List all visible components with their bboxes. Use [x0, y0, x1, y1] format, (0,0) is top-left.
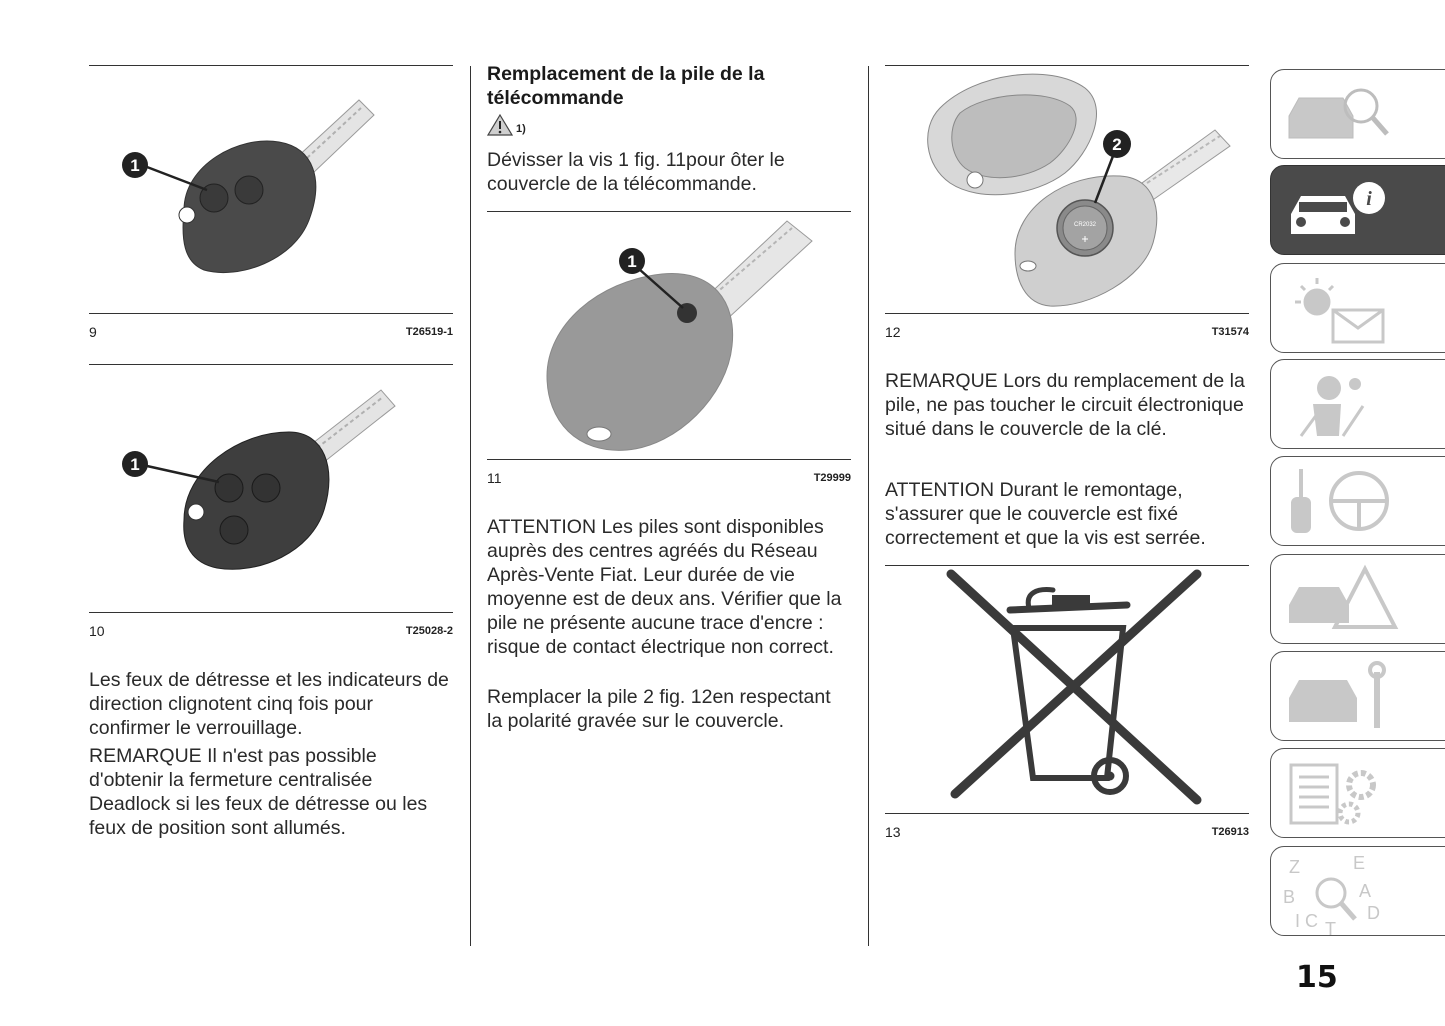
col1-paragraph-1: Les feux de détresse et les indicateurs de direction clignotent cinq fois pour confirmer le verrouillage.: [89, 669, 449, 739]
airbag-seat-icon: [1283, 366, 1403, 444]
fig9-caption-rule: [89, 313, 453, 314]
fig11-ref: T29999: [813, 472, 851, 484]
tab-car-info[interactable]: [1270, 165, 1445, 255]
index-letter-c: C: [1305, 911, 1318, 931]
fig13-number: 13: [885, 824, 901, 840]
car-magnifier-icon: [1283, 76, 1403, 154]
key-steering-wheel-icon: [1283, 463, 1403, 541]
fig9-top-rule: [89, 65, 453, 66]
index-letter-z: Z: [1289, 857, 1300, 877]
fig13-top-rule: [885, 565, 1249, 566]
fig10-top-rule: [89, 364, 453, 365]
col2-attention: ATTENTION Les piles sont disponibles auprès des centres agréés du Réseau Après-Vente Fiat. Leur durée de vie moyenne est de deux ans. Vérifier que la pile ne présente aucune trace d'encre : risque de contact électrique non correct.: [487, 516, 842, 658]
index-letter-t: T: [1325, 919, 1336, 937]
fig12-caption-rule: [885, 313, 1249, 314]
figure-10-remote-key-three-buttons: [89, 370, 453, 610]
figure-12-battery-replacement: [885, 68, 1249, 313]
svg-text:i: i: [1366, 188, 1372, 210]
col2-paragraph-3: Remplacer la pile 2 fig. 12en respectant la polarité gravée sur le couvercle.: [487, 686, 831, 732]
fig12-number: 12: [885, 324, 901, 340]
fig13-caption-rule: [885, 813, 1249, 814]
fig11-top-rule: [487, 211, 851, 212]
tab-safety[interactable]: [1270, 359, 1445, 449]
figure-13-crossed-out-bin-icon: [885, 568, 1249, 813]
alphabetical-index-icon: [1283, 853, 1403, 937]
fig11-caption-rule: [487, 459, 851, 460]
col2-paragraph-1: Dévisser la vis 1 fig. 11pour ôter le couvercle de la télécommande.: [487, 149, 785, 195]
fig10-ref: T25028-2: [405, 625, 453, 637]
fig10-caption-rule: [89, 612, 453, 613]
fig9-ref: T26519-1: [405, 326, 453, 338]
index-letter-d: D: [1367, 903, 1380, 923]
index-letter-i: I: [1295, 911, 1301, 931]
callout-1: 1: [627, 252, 637, 271]
index-letter-b: B: [1283, 887, 1296, 907]
callout-1: 1: [130, 455, 140, 474]
tab-maintenance[interactable]: [1270, 651, 1445, 741]
figure-11-remote-key-screw: [487, 216, 851, 456]
tab-car-overview[interactable]: [1270, 69, 1445, 159]
car-warning-triangle-icon: [1283, 561, 1403, 639]
col3-attention: ATTENTION Durant le remontage, s'assurer que le couvercle est fixé correctement et que la vis est serrée.: [885, 479, 1206, 549]
warning-reference: 1): [516, 123, 526, 135]
index-letter-e: E: [1353, 853, 1366, 873]
fig9-number: 9: [89, 324, 97, 340]
column-divider-1: [470, 66, 471, 946]
fig10-number: 10: [89, 623, 105, 639]
fig11-number: 11: [487, 470, 502, 486]
fig13-ref: T26913: [1211, 826, 1249, 838]
specifications-gears-icon: [1283, 755, 1403, 833]
car-info-icon: [1283, 172, 1403, 250]
fig12-ref: T31574: [1211, 326, 1249, 338]
index-letter-a: A: [1359, 881, 1372, 901]
page-number: 15: [1296, 960, 1338, 995]
column-divider-2: [868, 66, 869, 946]
section-heading: Remplacement de la pile de la télécommande: [487, 63, 765, 109]
tab-starting-driving[interactable]: [1270, 456, 1445, 546]
col3-remarque: REMARQUE Lors du remplacement de la pile, ne pas toucher le circuit électronique situé dans le couvercle de la clé.: [885, 370, 1245, 440]
tab-technical-data[interactable]: [1270, 748, 1445, 838]
fig12-top-rule: [885, 65, 1249, 66]
warning-lights-message-icon: [1283, 270, 1403, 348]
tab-emergency[interactable]: [1270, 554, 1445, 644]
callout-2: 2: [1112, 135, 1122, 154]
figure-9-remote-key-two-buttons: [89, 70, 453, 310]
battery-label: CR2032: [1073, 222, 1097, 228]
tab-alphabetical-index[interactable]: [1270, 846, 1445, 936]
col1-remarque: REMARQUE Il n'est pas possible d'obtenir la fermeture centralisée Deadlock si les feux de détresse ou les feux de position sont allumés.: [89, 745, 428, 839]
warning-icon: [487, 114, 513, 136]
callout-1: 1: [130, 156, 140, 175]
tab-dashboard-lights[interactable]: [1270, 263, 1445, 353]
car-wrench-icon: [1283, 658, 1403, 736]
